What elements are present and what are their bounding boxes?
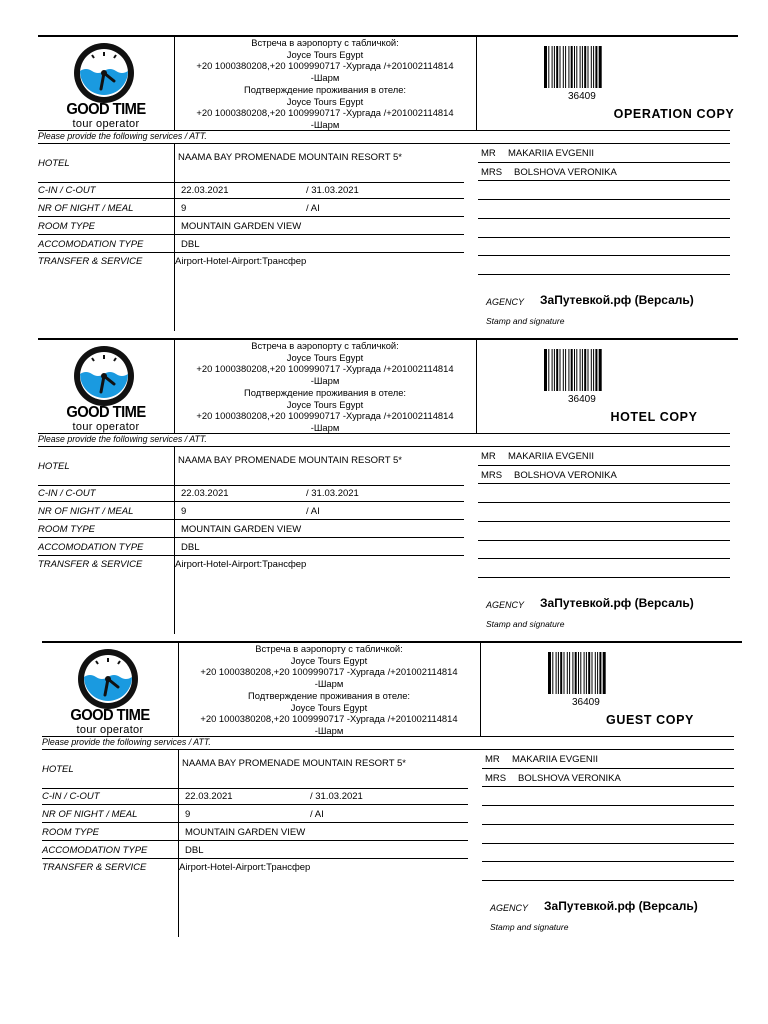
contact-line: Joyce Tours Egypt xyxy=(290,654,368,666)
barcode-bar xyxy=(603,652,606,694)
room-type-label: ROOM TYPE xyxy=(42,827,100,838)
clock-logo-icon xyxy=(72,41,136,105)
barcode-bar xyxy=(548,349,549,391)
row-line xyxy=(38,182,464,183)
check-out-value: / 31.03.2021 xyxy=(310,791,363,802)
barcode-bar xyxy=(556,349,558,391)
barcode-bar xyxy=(544,349,547,391)
row-line xyxy=(42,804,468,805)
guest-2-title: MRS xyxy=(481,470,503,481)
barcode xyxy=(544,46,624,88)
row-line xyxy=(38,501,464,502)
hotel-label: HOTEL xyxy=(38,158,70,169)
barcode-bar xyxy=(578,652,579,694)
guest-line xyxy=(482,786,734,787)
logo xyxy=(38,340,174,433)
contact-line: Joyce Tours Egypt xyxy=(286,48,364,60)
header-divider xyxy=(480,643,481,736)
barcode-bar xyxy=(552,349,553,391)
guest-1-title: MR xyxy=(481,451,496,462)
contact-line: Встреча в аэропорту с табличкой: xyxy=(255,643,403,654)
accommodation-value: DBL xyxy=(181,542,200,553)
contact-line: Подтверждение проживания в отеле: xyxy=(243,386,407,398)
cin-cout-label: C-IN / C-OUT xyxy=(38,185,96,196)
contact-line: Встреча в аэропорту с табличкой: xyxy=(251,37,399,48)
barcode-graphic xyxy=(544,349,624,391)
guest-2-title: MRS xyxy=(481,167,503,178)
room-type-label: ROOM TYPE xyxy=(38,524,96,535)
table-divider xyxy=(174,446,175,634)
guest-line xyxy=(478,274,730,275)
row-line xyxy=(38,252,464,253)
guest-line xyxy=(478,465,730,466)
stamp-signature: Stamp and signature xyxy=(486,619,565,629)
barcode-bar xyxy=(597,652,598,694)
contact-line: -Шарм xyxy=(310,72,340,84)
barcode-bar xyxy=(560,349,561,391)
transfer-value: Airport-Hotel-Airport:Трансфер xyxy=(175,256,307,267)
transfer-label: TRANSFER & SERVICE xyxy=(38,559,143,570)
contact-line: Joyce Tours Egypt xyxy=(286,398,364,410)
barcode-bar xyxy=(548,46,549,88)
barcode-bar xyxy=(588,652,590,694)
cin-cout-label: C-IN / C-OUT xyxy=(38,488,96,499)
contact-line: +20 1000380208,+20 1009990717 -Хургада /+201002114814 xyxy=(196,363,454,375)
nights-meal-label: NR OF NIGHT / MEAL xyxy=(38,506,134,517)
guest-2-title: MRS xyxy=(485,773,507,784)
barcode-graphic xyxy=(544,46,624,88)
agency-label: AGENCY xyxy=(486,297,525,307)
barcode-bar xyxy=(548,652,551,694)
agency-label: AGENCY xyxy=(490,903,529,913)
barcode-bar xyxy=(595,652,596,694)
barcode-bar xyxy=(571,349,573,391)
barcode-bar xyxy=(595,46,597,88)
table-divider xyxy=(174,143,175,331)
hotel-value: NAAMA BAY PROMENADE MOUNTAIN RESORT 5* xyxy=(182,758,407,769)
barcode-bar xyxy=(591,46,592,88)
transfer-value: Airport-Hotel-Airport:Трансфер xyxy=(179,862,311,873)
contact-line: Подтверждение проживания в отеле: xyxy=(243,83,407,95)
guest-line xyxy=(478,558,730,559)
barcode-bar xyxy=(544,46,547,88)
barcode-bar xyxy=(580,46,581,88)
barcode-bar xyxy=(582,46,583,88)
guest-2-name: BOLSHOVA VERONIKA xyxy=(518,773,621,784)
barcode-bar xyxy=(567,652,568,694)
room-type-value: MOUNTAIN GARDEN VIEW xyxy=(185,827,306,838)
nights-meal-label: NR OF NIGHT / MEAL xyxy=(38,203,134,214)
barcode-bar xyxy=(599,349,602,391)
barcode-bar xyxy=(576,349,577,391)
barcode-bar xyxy=(565,349,566,391)
barcode-bar xyxy=(599,46,602,88)
row-line xyxy=(38,216,464,217)
logo xyxy=(42,643,178,736)
att-line xyxy=(38,446,730,447)
agency-name: ЗаПутевкой.рф (Версаль) xyxy=(544,899,698,913)
agency-name: ЗаПутевкой.рф (Версаль) xyxy=(540,293,694,307)
accommodation-label: ACCOMODATION TYPE xyxy=(42,845,148,856)
row-line xyxy=(42,822,468,823)
barcode-bar xyxy=(558,652,559,694)
contact-line: -Шарм xyxy=(310,375,340,387)
barcode-bar xyxy=(563,46,564,88)
guest-line xyxy=(478,180,730,181)
contact-line: -Шарм xyxy=(310,118,340,130)
hotel-label: HOTEL xyxy=(42,764,74,775)
barcode-bar xyxy=(568,46,569,88)
contact-line: Подтверждение проживания в отеле: xyxy=(247,689,411,701)
barcode-bar xyxy=(593,46,594,88)
accommodation-label: ACCOMODATION TYPE xyxy=(38,239,144,250)
barcode-graphic xyxy=(548,652,628,694)
contact-line: +20 1000380208,+20 1009990717 -Хургада /+201002114814 xyxy=(196,107,454,119)
nights-value: 9 xyxy=(185,809,191,820)
clock-logo-icon xyxy=(76,647,140,711)
voucher-3 xyxy=(42,641,742,941)
barcode-bar xyxy=(560,46,561,88)
guest-2-name: BOLSHOVA VERONIKA xyxy=(514,167,617,178)
guest-line xyxy=(478,540,730,541)
barcode-bar xyxy=(584,349,586,391)
row-line xyxy=(42,858,468,859)
check-out-value: / 31.03.2021 xyxy=(306,488,359,499)
voucher-number: 36409 xyxy=(568,91,596,102)
barcode-bar xyxy=(591,349,592,391)
barcode xyxy=(548,652,628,694)
accommodation-value: DBL xyxy=(185,845,204,856)
barcode-bar xyxy=(563,349,564,391)
barcode-bar xyxy=(580,349,581,391)
row-line xyxy=(38,485,464,486)
header-divider xyxy=(476,340,477,433)
contact-line: -Шарм xyxy=(310,421,340,433)
check-in-value: 22.03.2021 xyxy=(181,185,229,196)
guest-2-name: BOLSHOVA VERONIKA xyxy=(514,470,617,481)
att-note: Please provide the following services / ATT. xyxy=(38,434,207,444)
barcode-bar xyxy=(560,652,562,694)
meal-value: / AI xyxy=(310,809,324,820)
guest-1-title: MR xyxy=(481,148,496,159)
row-line xyxy=(38,519,464,520)
contact-line: +20 1000380208,+20 1009990717 -Хургада /+201002114814 xyxy=(200,666,458,678)
guest-line xyxy=(478,199,730,200)
row-line xyxy=(42,788,468,789)
brand-name: GOOD TIME xyxy=(66,404,146,421)
barcode-bar xyxy=(564,652,565,694)
barcode-bar xyxy=(552,46,553,88)
stamp-signature: Stamp and signature xyxy=(490,922,569,932)
contact-info xyxy=(178,643,480,737)
barcode-bar xyxy=(556,46,558,88)
barcode-bar xyxy=(568,349,569,391)
stamp-signature: Stamp and signature xyxy=(486,316,565,326)
agency-label: AGENCY xyxy=(486,600,525,610)
contact-info xyxy=(174,37,476,131)
guest-line xyxy=(478,577,730,578)
barcode-bar xyxy=(588,349,589,391)
contact-line: -Шарм xyxy=(314,724,344,736)
barcode-bar xyxy=(592,652,593,694)
att-line xyxy=(38,143,730,144)
barcode-bar xyxy=(588,46,589,88)
voucher-1 xyxy=(38,35,738,335)
guest-line xyxy=(482,768,734,769)
barcode-bar xyxy=(572,652,573,694)
guest-1-name: MAKARIIA EVGENII xyxy=(508,451,595,462)
contact-line: -Шарм xyxy=(314,678,344,690)
guest-line xyxy=(478,502,730,503)
barcode-bar xyxy=(580,652,581,694)
header-divider xyxy=(476,37,477,130)
copy-label: HOTEL COPY xyxy=(610,410,698,424)
brand-name: GOOD TIME xyxy=(66,101,146,118)
guest-line xyxy=(482,805,734,806)
barcode-bar xyxy=(552,652,553,694)
barcode-bar xyxy=(554,349,555,391)
contact-line: Joyce Tours Egypt xyxy=(286,95,364,107)
guest-line xyxy=(478,483,730,484)
voucher-number: 36409 xyxy=(572,697,600,708)
att-note: Please provide the following services / ATT. xyxy=(38,131,207,141)
hotel-value: NAAMA BAY PROMENADE MOUNTAIN RESORT 5* xyxy=(178,455,403,466)
transfer-value: Airport-Hotel-Airport:Трансфер xyxy=(175,559,307,570)
att-line xyxy=(42,749,734,750)
accommodation-value: DBL xyxy=(181,239,200,250)
cin-cout-label: C-IN / C-OUT xyxy=(42,791,100,802)
barcode-bar xyxy=(584,652,585,694)
guest-line xyxy=(478,162,730,163)
hotel-label: HOTEL xyxy=(38,461,70,472)
voucher-2 xyxy=(38,338,738,638)
contact-line: Joyce Tours Egypt xyxy=(286,351,364,363)
barcode-bar xyxy=(593,349,594,391)
guest-line xyxy=(482,824,734,825)
check-in-value: 22.03.2021 xyxy=(185,791,233,802)
att-note: Please provide the following services / ATT. xyxy=(42,737,211,747)
guest-line xyxy=(478,218,730,219)
brand-subtitle: tour operator xyxy=(72,421,140,433)
logo xyxy=(38,37,174,130)
barcode-bar xyxy=(595,349,597,391)
barcode-bar xyxy=(599,652,601,694)
barcode-bar xyxy=(556,652,557,694)
guest-1-name: MAKARIIA EVGENII xyxy=(508,148,595,159)
guest-line xyxy=(478,521,730,522)
check-in-value: 22.03.2021 xyxy=(181,488,229,499)
guest-line xyxy=(478,255,730,256)
copy-label: GUEST COPY xyxy=(606,713,694,727)
nights-value: 9 xyxy=(181,203,187,214)
room-type-label: ROOM TYPE xyxy=(38,221,96,232)
guest-1-title: MR xyxy=(485,754,500,765)
barcode-bar xyxy=(586,652,587,694)
barcode xyxy=(544,349,624,391)
accommodation-label: ACCOMODATION TYPE xyxy=(38,542,144,553)
brand-subtitle: tour operator xyxy=(72,118,140,130)
contact-info xyxy=(174,340,476,434)
guest-line xyxy=(482,861,734,862)
guest-line xyxy=(478,237,730,238)
transfer-label: TRANSFER & SERVICE xyxy=(42,862,147,873)
barcode-bar xyxy=(565,46,566,88)
room-type-value: MOUNTAIN GARDEN VIEW xyxy=(181,221,302,232)
contact-line: Встреча в аэропорту с табличкой: xyxy=(251,340,399,351)
brand-subtitle: tour operator xyxy=(76,724,144,736)
nights-meal-label: NR OF NIGHT / MEAL xyxy=(42,809,138,820)
meal-value: / AI xyxy=(306,506,320,517)
row-line xyxy=(38,555,464,556)
barcode-bar xyxy=(575,652,577,694)
barcode-bar xyxy=(574,46,575,88)
meal-value: / AI xyxy=(306,203,320,214)
table-divider xyxy=(178,749,179,937)
barcode-bar xyxy=(576,46,577,88)
copy-label: OPERATION COPY xyxy=(613,107,735,121)
hotel-value: NAAMA BAY PROMENADE MOUNTAIN RESORT 5* xyxy=(178,152,403,163)
check-out-value: / 31.03.2021 xyxy=(306,185,359,196)
barcode-bar xyxy=(569,652,570,694)
barcode-bar xyxy=(574,349,575,391)
guest-1-name: MAKARIIA EVGENII xyxy=(512,754,599,765)
guest-line xyxy=(482,880,734,881)
voucher-number: 36409 xyxy=(568,394,596,405)
row-line xyxy=(38,537,464,538)
guest-line xyxy=(482,843,734,844)
nights-value: 9 xyxy=(181,506,187,517)
barcode-bar xyxy=(584,46,586,88)
contact-line: +20 1000380208,+20 1009990717 -Хургада /+201002114814 xyxy=(196,60,454,72)
brand-name: GOOD TIME xyxy=(70,707,150,724)
clock-logo-icon xyxy=(72,344,136,408)
row-line xyxy=(38,234,464,235)
barcode-bar xyxy=(582,349,583,391)
room-type-value: MOUNTAIN GARDEN VIEW xyxy=(181,524,302,535)
row-line xyxy=(42,840,468,841)
row-line xyxy=(38,198,464,199)
barcode-bar xyxy=(571,46,573,88)
contact-line: +20 1000380208,+20 1009990717 -Хургада /+201002114814 xyxy=(200,713,458,725)
agency-name: ЗаПутевкой.рф (Версаль) xyxy=(540,596,694,610)
transfer-label: TRANSFER & SERVICE xyxy=(38,256,143,267)
contact-line: +20 1000380208,+20 1009990717 -Хургада /+201002114814 xyxy=(196,410,454,422)
barcode-bar xyxy=(554,46,555,88)
contact-line: Joyce Tours Egypt xyxy=(290,701,368,713)
